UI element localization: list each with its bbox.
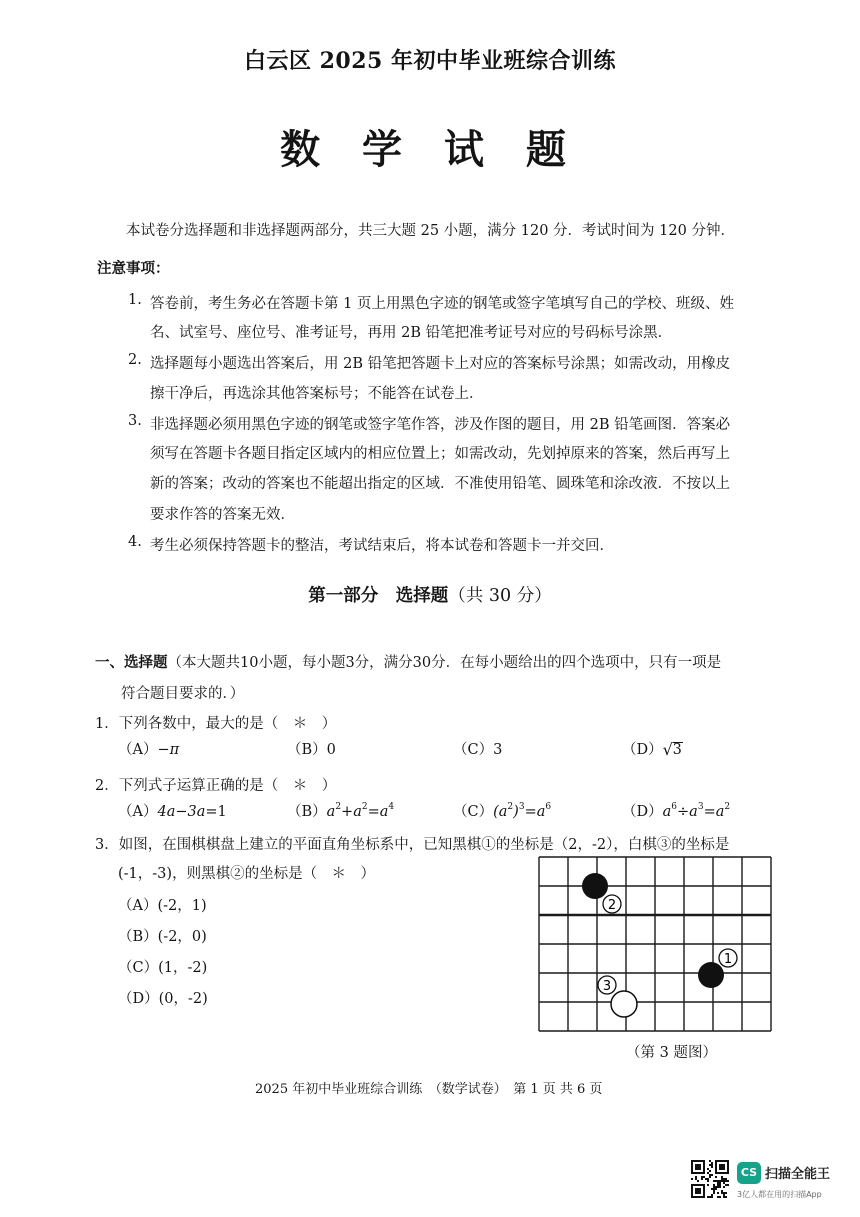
- math-term: +a: [341, 804, 362, 820]
- option-label: （C）: [453, 742, 494, 758]
- qr-module: [709, 1176, 711, 1178]
- qr-module: [717, 1186, 719, 1188]
- qr-module: [701, 1176, 703, 1178]
- notice-item-line: 须写在答题卡各题目指定区域内的相应位置上；如需改动，先划掉原来的答案，然后再写上: [150, 446, 730, 462]
- exam-subtitle: 白云区 2025 年初中毕业班综合训练: [243, 48, 617, 74]
- math-term: ÷a: [677, 804, 698, 820]
- qr-module: [715, 1188, 717, 1190]
- qr-finder: [695, 1164, 701, 1170]
- qr-module: [713, 1192, 715, 1194]
- qr-module: [717, 1182, 719, 1184]
- q3-option-b: （B）(-2，0): [118, 929, 207, 945]
- section-one-desc-line2: 符合题目要求的．）: [121, 686, 245, 702]
- qr-module: [711, 1194, 713, 1196]
- qr-module: [691, 1178, 693, 1180]
- qr-module: [709, 1160, 711, 1162]
- figure-caption: （第 3 题图）: [626, 1045, 717, 1061]
- q1-stem: 1．下列各数中，最大的是（ ＊ ）: [95, 716, 337, 732]
- part-one-score: （共 30 分）: [448, 586, 552, 606]
- exponent: 6: [545, 802, 552, 812]
- intro-text: 本试卷分选择题和非选择题两部分，共三大题 25 小题，满分 120 分．考试时间为 120 分钟．: [126, 223, 735, 239]
- qr-finder: [695, 1188, 701, 1194]
- qr-module: [719, 1186, 721, 1188]
- black-stone: [582, 873, 608, 899]
- q1-option-c: [453, 738, 502, 759]
- page-footer: 2025 年初中毕业班综合训练 （数学试卷） 第 1 页 共 6 页: [255, 1082, 603, 1097]
- notice-item-line: 新的答案；改动的答案也不能超出指定的区域．不准使用铅笔、圆珠笔和涂改液．不按以上: [150, 476, 730, 492]
- notice-item-number: 2.: [128, 352, 142, 368]
- math-term: =a: [524, 804, 546, 820]
- qr-module: [723, 1196, 725, 1198]
- qr-module: [701, 1178, 703, 1180]
- sqrt-expression: [663, 742, 682, 758]
- option-label: （A）: [118, 742, 158, 758]
- q3-option-a: （A）(-2，1): [118, 898, 207, 914]
- black-stone-1: [698, 962, 724, 988]
- exponent: 4: [388, 802, 395, 812]
- qr-module: [725, 1192, 727, 1194]
- math-term: =a: [367, 804, 389, 820]
- q1-option-b: [287, 738, 336, 759]
- black-stone: [698, 962, 724, 988]
- exponent: 6: [671, 802, 678, 812]
- qr-module: [721, 1178, 723, 1180]
- qr-module: [711, 1188, 713, 1190]
- qr-module: [695, 1176, 697, 1178]
- radicand: 3: [672, 742, 682, 758]
- q2-option-c: [453, 800, 551, 821]
- math-term: (a: [493, 804, 508, 820]
- white-stone: [611, 991, 637, 1017]
- qr-module: [713, 1184, 715, 1186]
- qr-module: [709, 1164, 711, 1166]
- part-one-heading: [0, 582, 860, 607]
- qr-module: [719, 1182, 721, 1184]
- qr-module: [713, 1188, 715, 1190]
- qr-module: [695, 1178, 697, 1180]
- option-label: （C）: [453, 804, 494, 820]
- board-grid: [539, 857, 771, 1031]
- notice-item-line: 要求作答的答案无效．: [150, 507, 295, 523]
- stone-label-3: [598, 976, 616, 994]
- exponent: 2: [335, 802, 342, 812]
- qr-module: [711, 1166, 713, 1168]
- section-one-desc-line1: （本大题共10小题，每小题3分，满分30分．在每小题给出的四个选项中，只有一项是: [167, 655, 722, 671]
- qr-module: [709, 1196, 711, 1198]
- notice-item-number: 4.: [128, 534, 142, 550]
- label-number: 2: [607, 898, 617, 913]
- qr-module: [713, 1186, 715, 1188]
- qr-module: [717, 1196, 719, 1198]
- qr-module: [713, 1190, 715, 1192]
- qr-module: [721, 1180, 723, 1182]
- qr-module: [723, 1194, 725, 1196]
- qr-module: [723, 1192, 725, 1194]
- qr-module: [719, 1184, 721, 1186]
- qr-module: [717, 1180, 719, 1182]
- option-label: （B）: [287, 742, 327, 758]
- qr-module: [723, 1178, 725, 1180]
- qr-module: [725, 1178, 727, 1180]
- option-label: （D）: [622, 742, 663, 758]
- option-lhs: 4a−3a: [157, 804, 206, 820]
- notice-item-line: 答卷前，考生务必在答题卡第 1 页上用黑色字迹的钢笔或签字笔填写自己的学校、班级、姓: [150, 296, 734, 312]
- qr-module: [723, 1186, 725, 1188]
- camscanner-name: 扫描全能王: [765, 1167, 831, 1182]
- qr-module: [715, 1186, 717, 1188]
- stone-label-1: [719, 949, 737, 967]
- qr-module: [711, 1162, 713, 1164]
- go-board-figure: [536, 854, 772, 1036]
- qr-module: [697, 1180, 699, 1182]
- section-one-head: 一、选择题: [95, 654, 168, 671]
- qr-module: [711, 1164, 713, 1166]
- qr-finder: [719, 1164, 725, 1170]
- exponent: 2: [724, 802, 731, 812]
- math-term: =a: [703, 804, 725, 820]
- qr-module: [719, 1180, 721, 1182]
- qr-module: [725, 1184, 727, 1186]
- q3-stem-line2: (-1，-3)，则黑棋②的坐标是（ ＊ ）: [118, 866, 376, 882]
- qr-module: [727, 1180, 729, 1182]
- qr-module: [707, 1172, 709, 1174]
- notice-item-line: 擦干净后，再选涂其他答案标号；不能答在试卷上．: [150, 386, 484, 402]
- q3-stem-line1: 3．如图，在围棋棋盘上建立的平面直角坐标系中，已知黑棋①的坐标是（2，-2），白棋③的坐标是: [95, 837, 730, 853]
- math-term: a: [326, 804, 336, 820]
- option-value: 0: [326, 742, 336, 758]
- notice-item-number: 1.: [128, 292, 142, 308]
- black-stone-2: [582, 873, 608, 899]
- exam-title: 数 学 试 题: [280, 126, 580, 173]
- label-number: 3: [602, 979, 612, 994]
- q2-option-d: [622, 800, 730, 821]
- part-one-title: 第一部分 选择题: [308, 586, 449, 606]
- qr-module: [709, 1174, 711, 1176]
- qr-module: [709, 1170, 711, 1172]
- qr-module: [713, 1180, 715, 1182]
- notice-item-line: 非选择题必须用黑色字迹的钢笔或签字笔作答，涉及作图的题目，用 2B 铅笔画图．答案必: [150, 417, 731, 433]
- qr-module: [717, 1184, 719, 1186]
- qr-module: [723, 1180, 725, 1182]
- option-label: （A）: [118, 804, 158, 820]
- stone-label-2: [603, 895, 621, 913]
- q1-option-a: [118, 738, 179, 759]
- qr-code-icon: [691, 1160, 729, 1198]
- qr-module: [721, 1190, 723, 1192]
- qr-module: [707, 1196, 709, 1198]
- q2-option-a: [118, 800, 227, 821]
- notice-label: 注意事项：: [97, 260, 170, 277]
- label-number: 1: [723, 952, 733, 967]
- qr-module: [705, 1178, 707, 1180]
- exponent: 2: [507, 802, 514, 812]
- math-term: ): [513, 804, 519, 820]
- qr-module: [707, 1184, 709, 1186]
- qr-module: [717, 1192, 719, 1194]
- qr-module: [721, 1176, 723, 1178]
- qr-module: [707, 1178, 709, 1180]
- notice-item-line: 名、试室号、座位号、准考证号，再用 2B 铅笔把准考证号对应的号码标号涂黑．: [150, 325, 673, 341]
- white-stone-3: [611, 991, 637, 1017]
- qr-module: [707, 1180, 709, 1182]
- qr-module: [725, 1196, 727, 1198]
- qr-module: [703, 1176, 705, 1178]
- qr-module: [711, 1174, 713, 1176]
- qr-module: [719, 1196, 721, 1198]
- q2-stem: 2．下列式子运算正确的是（ ＊ ）: [95, 778, 337, 794]
- option-rhs: =1: [205, 804, 227, 820]
- section-one-desc: [95, 651, 721, 672]
- option-label: （D）: [622, 804, 663, 820]
- notice-item-line: 考生必须保持答题卡的整洁，考试结束后，将本试卷和答题卡一并交回．: [150, 538, 614, 554]
- camscanner-tagline: 3亿人都在用的扫描App: [737, 1190, 822, 1199]
- qr-module: [725, 1180, 727, 1182]
- q1-option-d: [622, 738, 682, 759]
- q2-option-b: [287, 800, 394, 821]
- camscanner-logo-icon: CS: [737, 1162, 761, 1184]
- qr-module: [727, 1184, 729, 1186]
- qr-module: [715, 1180, 717, 1182]
- option-value: 3: [493, 742, 503, 758]
- qr-module: [707, 1168, 709, 1170]
- exponent: 3: [518, 802, 525, 812]
- option-value: −π: [157, 742, 180, 758]
- qr-module: [723, 1182, 725, 1184]
- exponent: 3: [697, 802, 704, 812]
- notice-item-line: 选择题每小题选出答案后，用 2B 铅笔把答题卡上对应的答案标号涂黑；如需改动，用橡皮: [150, 356, 731, 372]
- q3-option-d: （D）(0，-2): [118, 991, 208, 1007]
- notice-item-number: 3.: [128, 413, 142, 429]
- qr-module: [721, 1192, 723, 1194]
- qr-module: [711, 1196, 713, 1198]
- qr-module: [715, 1176, 717, 1178]
- q3-option-c: （C）(1，-2): [118, 960, 208, 976]
- radical-sign: √: [662, 740, 673, 759]
- option-label: （B）: [287, 804, 327, 820]
- exponent: 2: [361, 802, 368, 812]
- math-term: a: [662, 804, 672, 820]
